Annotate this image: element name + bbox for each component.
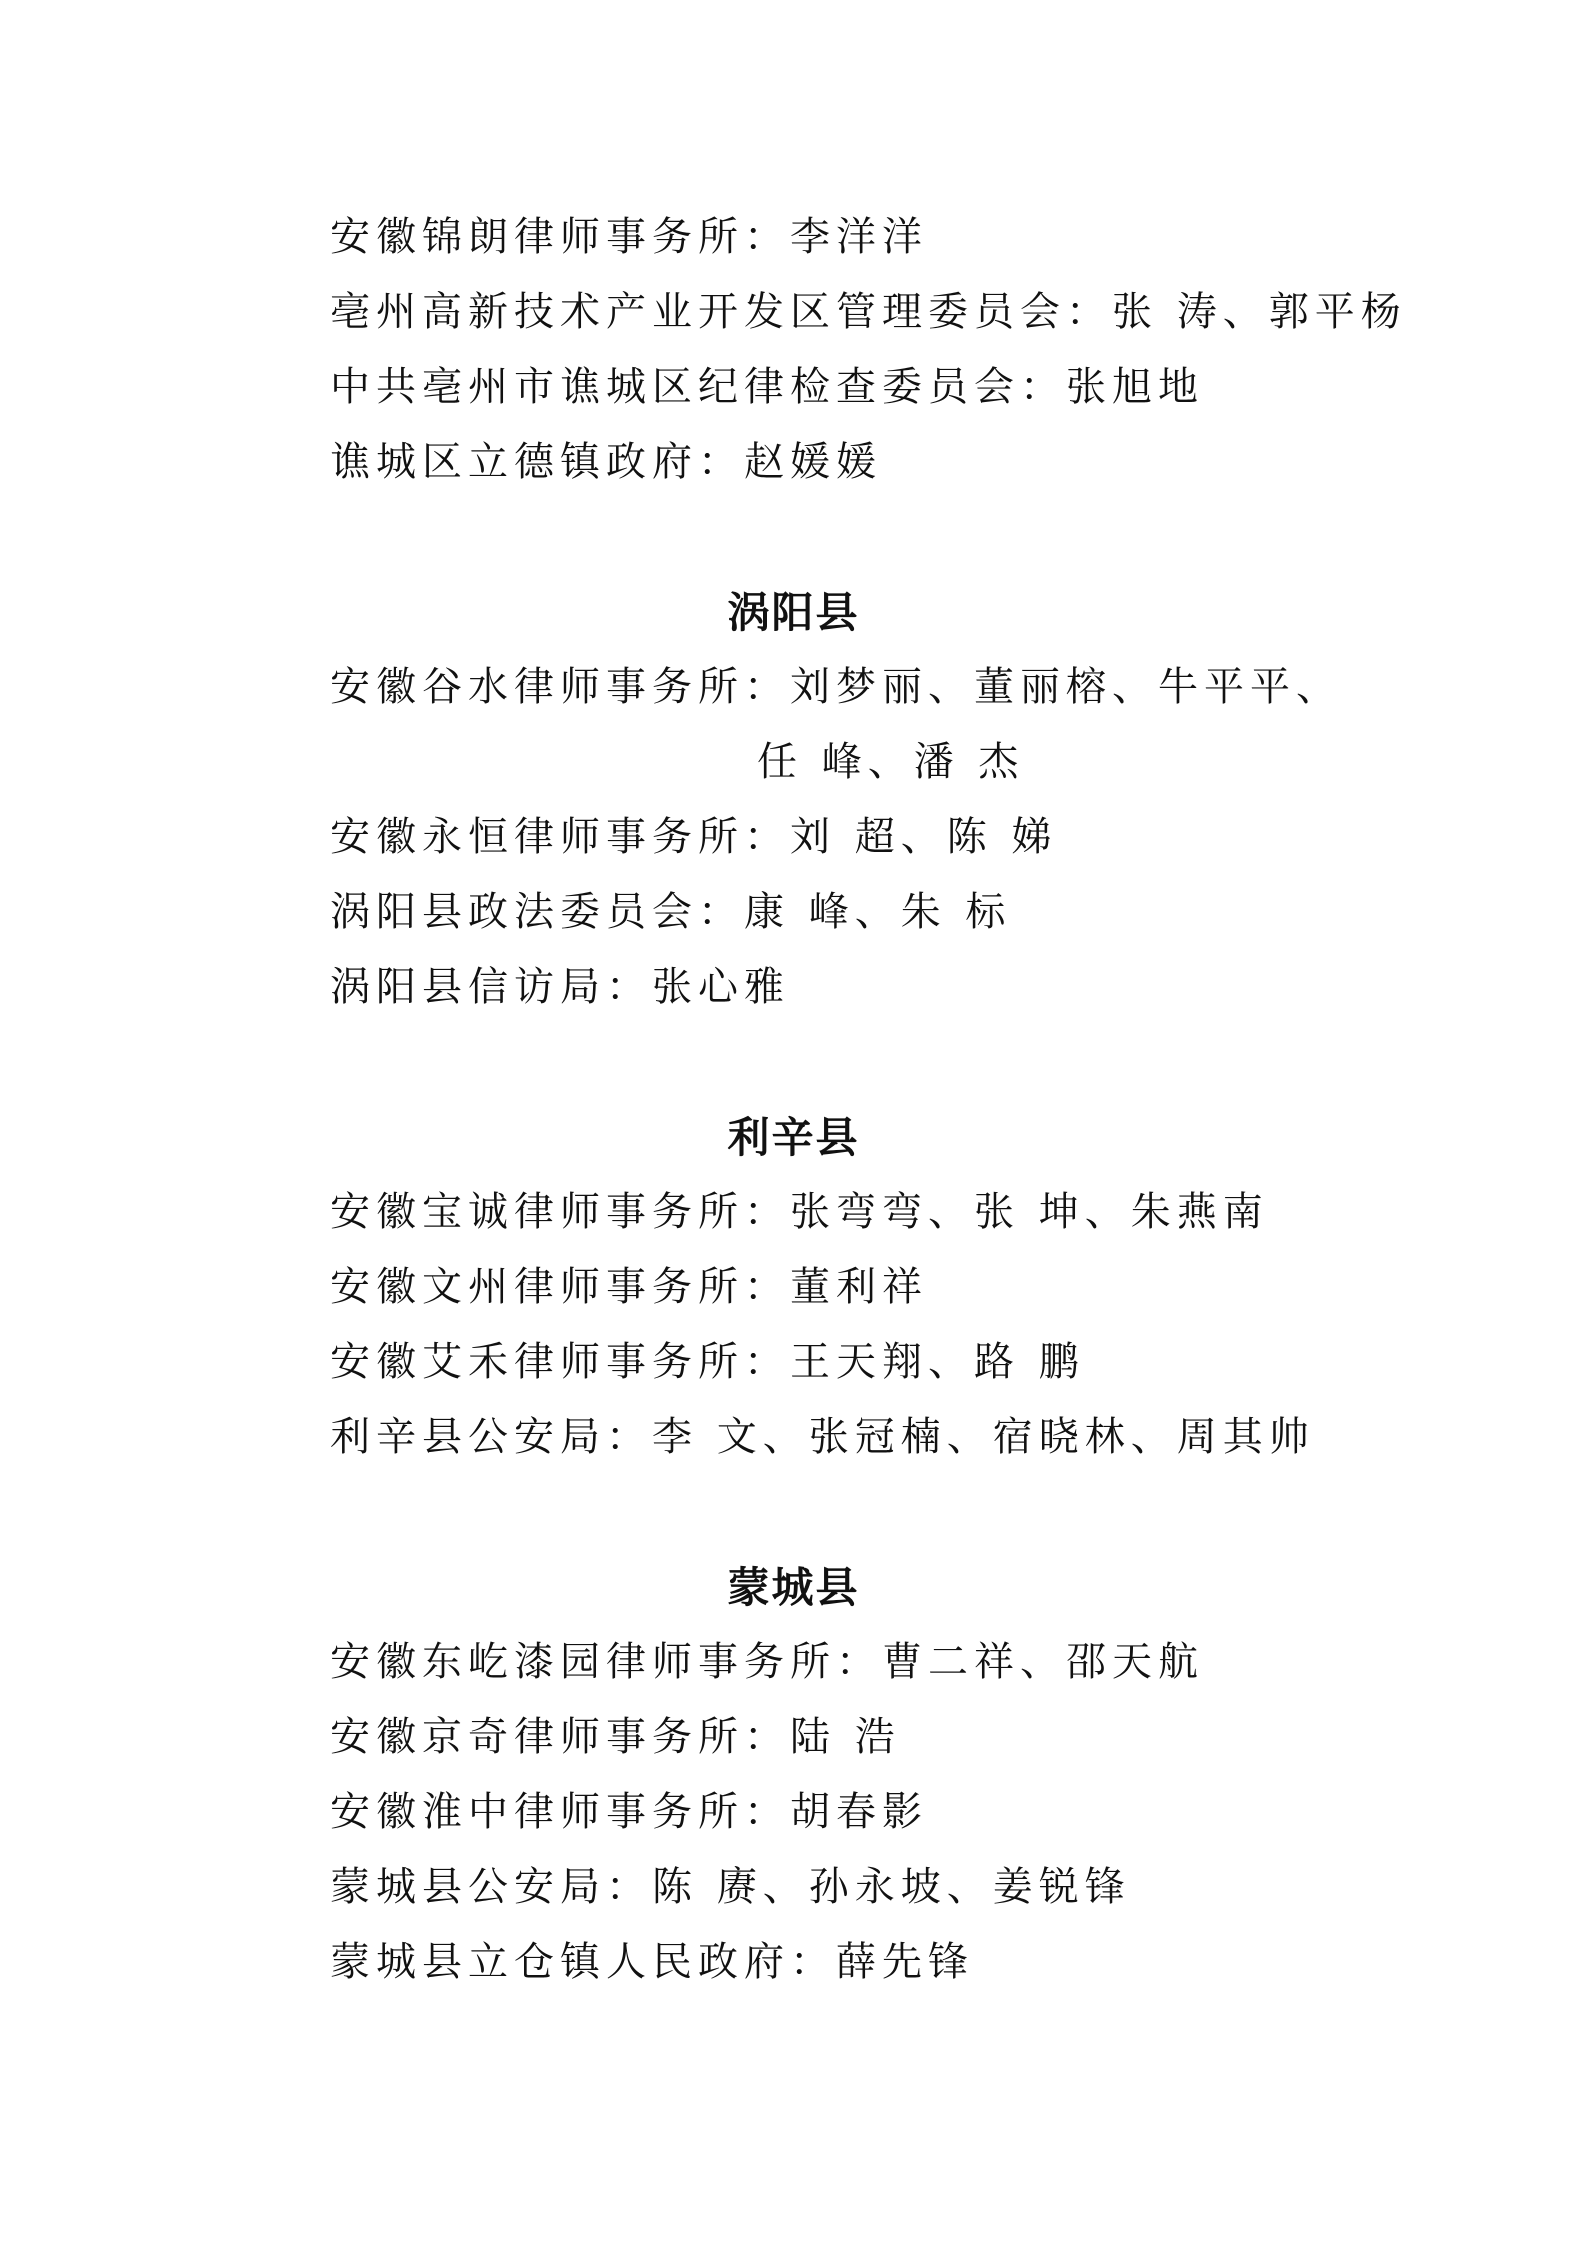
entry-line: 安徽锦朗律师事务所：李洋洋 (330, 214, 928, 260)
entry-line: 安徽东屹漆园律师事务所：曹二祥、邵天航 (330, 1639, 1204, 1685)
entry-line: 涡阳县信访局：张心雅 (330, 964, 790, 1010)
entry-line: 中共亳州市谯城区纪律检查委员会：张旭地 (330, 364, 1204, 410)
entry-line: 蒙城县立仓镇人民政府：薛先锋 (330, 1939, 974, 1985)
section-heading-mengcheng: 蒙城县 (727, 1563, 860, 1612)
entry-line: 安徽宝诚律师事务所：张弯弯、张 坤、朱燕南 (330, 1189, 1269, 1235)
entry-line: 涡阳县政法委员会：康 峰、朱 标 (330, 889, 1012, 935)
entry-line: 安徽永恒律师事务所：刘 超、陈 娣 (330, 814, 1058, 860)
entry-line: 安徽艾禾律师事务所：王天翔、路 鹏 (330, 1339, 1085, 1385)
entry-line-continuation: 任 峰、潘 杰 (757, 739, 1025, 785)
section-heading-guoyang: 涡阳县 (727, 588, 860, 637)
entry-line: 亳州高新技术产业开发区管理委员会：张 涛、郭平杨 (330, 289, 1407, 335)
entry-line: 谯城区立德镇政府：赵媛媛 (330, 439, 882, 485)
entry-line: 安徽淮中律师事务所：胡春影 (330, 1789, 928, 1835)
entry-line: 蒙城县公安局：陈 赓、孙永坡、姜锐锋 (330, 1864, 1131, 1910)
entry-line: 安徽谷水律师事务所：刘梦丽、董丽榕、牛平平、 (330, 664, 1342, 710)
section-heading-lixin: 利辛县 (727, 1113, 860, 1162)
entry-line: 安徽文州律师事务所：董利祥 (330, 1264, 928, 1310)
entry-line: 安徽京奇律师事务所：陆 浩 (330, 1714, 901, 1760)
entry-line: 利辛县公安局：李 文、张冠楠、宿晓林、周其帅 (330, 1414, 1315, 1460)
